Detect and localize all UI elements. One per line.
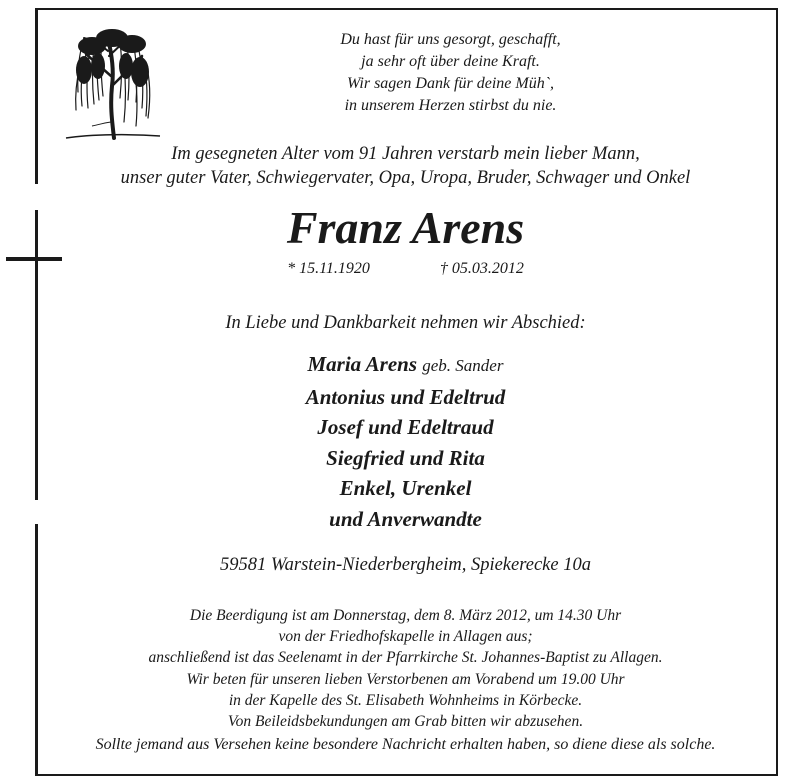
closing-note: Sollte jemand aus Versehen keine besondere Nachricht erhalten haben, so diene diese als solche. [95, 736, 716, 753]
wife-name: Maria Arens [307, 352, 418, 376]
intro-line: unser guter Vater, Schwiegervater, Opa, Uropa, Bruder, Schwager und Onkel [120, 168, 691, 188]
mourner-wife [35, 349, 776, 382]
poem-line: ja sehr oft über deine Kraft. [361, 53, 540, 70]
intro-line: Im gesegneten Alter vom 91 Jahren verstarb mein lieber Mann, [171, 144, 640, 164]
poem-line: Du hast für uns gesorgt, geschafft, [340, 31, 561, 48]
details-line: Von Beileidsbekundungen am Grab bitten wir abzusehen. [227, 713, 584, 731]
death-date: † 05.03.2012 [439, 260, 524, 277]
poem-line: Wir sagen Dank für deine Müh`, [346, 75, 555, 92]
details-line: in der Kapelle des St. Elisabeth Wohnheims in Körbecke. [228, 691, 583, 709]
mourner-line: und Anverwandte [329, 506, 482, 531]
details-line: anschließend ist das Seelenamt in der Pfarrkirche St. Johannes-Baptist zu Allagen. [148, 649, 663, 667]
details-line: Wir beten für unseren lieben Verstorbenen am Vorabend um 19.00 Uhr [186, 670, 625, 688]
poem-line: in unserem Herzen stirbst du nie. [344, 97, 557, 114]
mourner-line: Enkel, Urenkel [339, 476, 472, 500]
mourner-line: Antonius und Edeltrud [305, 384, 506, 409]
mourners-list [35, 349, 776, 534]
funeral-details [35, 605, 776, 732]
birth-date: * 15.11.1920 [287, 260, 370, 277]
life-dates [35, 258, 776, 280]
deceased-name: Franz Arens [286, 202, 525, 253]
farewell-text: In Liebe und Dankbarkeit nehmen wir Abschied: [225, 313, 586, 333]
details-line: von der Friedhofskapelle in Allagen aus; [278, 628, 533, 646]
mourner-line: Josef und Edeltraud [317, 415, 494, 439]
address: 59581 Warstein-Niederbergheim, Spiekerecke 10a [220, 555, 591, 575]
poem [35, 29, 776, 117]
intro-text [35, 142, 776, 190]
mourner-line: Siegfried und Rita [326, 445, 485, 470]
wife-maiden-name: geb. Sander [422, 356, 504, 375]
details-line: Die Beerdigung ist am Donnerstag, dem 8. März 2012, um 14.30 Uhr [189, 607, 622, 624]
